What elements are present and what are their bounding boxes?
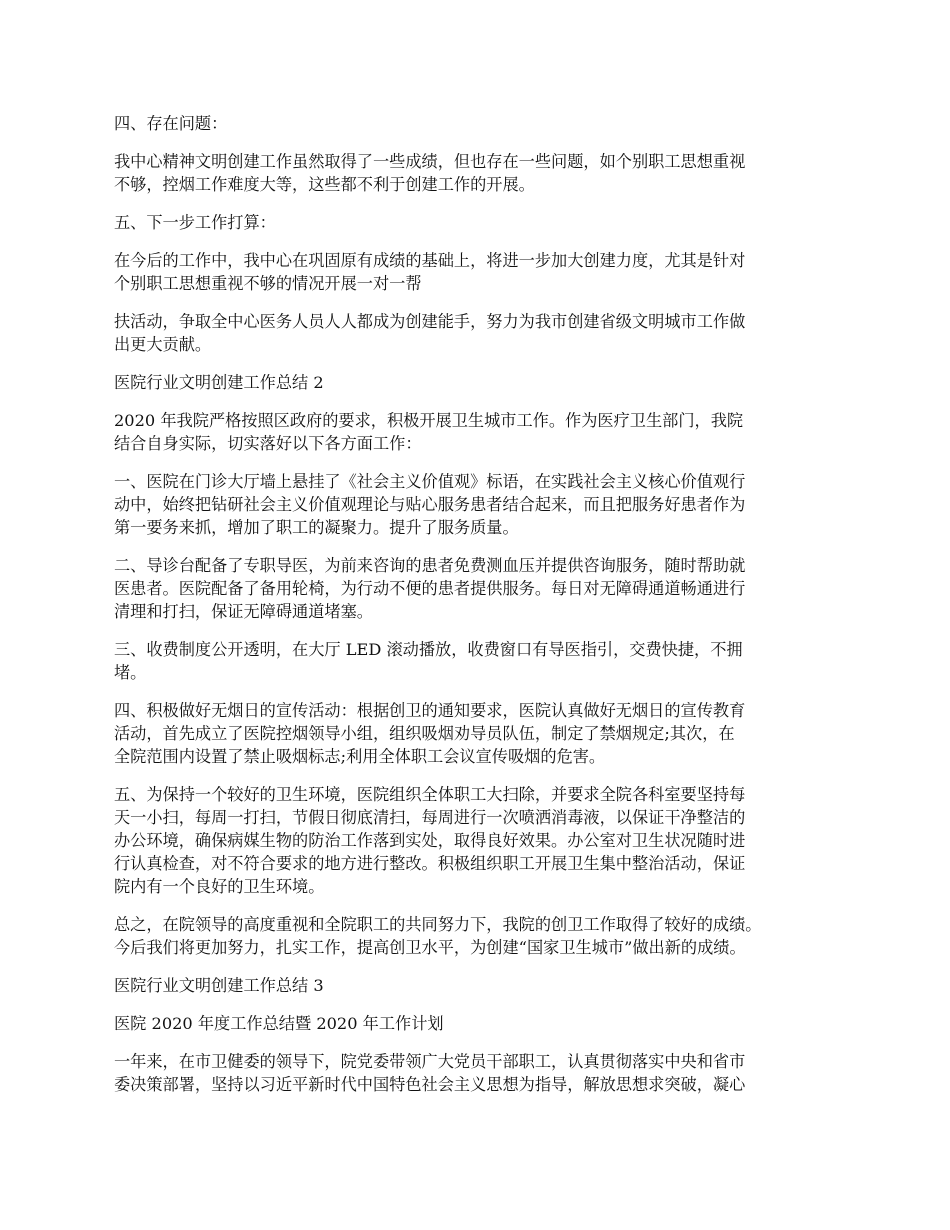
- paragraph-problems: [114, 150, 844, 196]
- paragraph-item-5: [114, 783, 844, 898]
- section-subtitle-annual-report: [114, 1012, 844, 1035]
- text-line: 二、导诊台配备了专职导医，为前来咨询的患者免费测血压并提供咨询服务，随时帮助就: [114, 556, 746, 575]
- text-line: 医院 2020 年度工作总结暨 2020 年工作计划: [114, 1014, 444, 1033]
- text-line: 三、收费制度公开透明，在大厅 LED 滚动播放，收费窗口有导医指引，交费快捷，不拥: [114, 640, 743, 659]
- text-line: 结合自身实际，切实落好以下各方面工作：: [114, 434, 422, 453]
- section-title-summary-3: [114, 974, 844, 997]
- text-line: 全院范围内设置了禁止吸烟标志;利用全体职工会议宣传吸烟的危害。: [114, 747, 606, 766]
- paragraph-conclusion: [114, 913, 844, 959]
- text-line: 行认真检查，对不符合要求的地方进行整改。积极组织职工开展卫生集中整治活动，保证: [114, 854, 746, 873]
- text-line: 第一要务来抓，增加了职工的凝聚力。提升了服务质量。: [114, 518, 519, 537]
- text-line: 活动，首先成立了医院控烟领导小组，组织吸烟劝导员队伍，制定了禁烟规定;其次，在: [114, 724, 735, 743]
- text-line: 办公环境，确保病媒生物的防治工作落到实处，取得良好效果。办公室对卫生状况随时进: [114, 831, 746, 850]
- text-line: 四、积极做好无烟日的宣传活动：根据创卫的通知要求，医院认真做好无烟日的宣传教育: [114, 701, 746, 720]
- text-line: 委决策部署，坚持以习近平新时代中国特色社会主义思想为指导，解放思想求突破，凝心: [114, 1075, 746, 1094]
- text-line: 五、为保持一个较好的卫生环境，医院组织全体职工大扫除，并要求全院各科室要坚持每: [114, 785, 746, 804]
- document-body: [114, 112, 844, 1111]
- paragraph-annual-intro: [114, 1050, 844, 1096]
- text-line: 五、下一步工作打算：: [114, 213, 276, 232]
- text-line: 2020 年我院严格按照区政府的要求，积极开展卫生城市工作。作为医疗卫生部门，我院: [114, 411, 744, 430]
- text-line: 扶活动，争取全中心医务人员人人都成为创建能手，努力为我市创建省级文明城市工作做: [114, 312, 746, 331]
- paragraph-item-2: [114, 554, 844, 623]
- section-heading-next-steps: [114, 211, 844, 234]
- text-line: 堵。: [114, 663, 147, 682]
- text-line: 总之，在院领导的高度重视和全院职工的共同努力下，我院的创卫工作取得了较好的成绩。: [114, 915, 762, 934]
- paragraph-item-3: [114, 638, 844, 684]
- text-line: 个别职工思想重视不够的情况开展一对一帮: [114, 274, 422, 293]
- text-line: 一年来，在市卫健委的领导下，院党委带领广大党员干部职工，认真贯彻落实中央和省市: [114, 1052, 746, 1071]
- paragraph-next-steps: [114, 249, 844, 295]
- paragraph-next-steps-continued: [114, 310, 844, 356]
- section-title-summary-2: [114, 371, 844, 394]
- text-line: 在今后的工作中，我中心在巩固原有成绩的基础上，将进一步加大创建力度，尤其是针对: [114, 251, 746, 270]
- text-line: 院内有一个良好的卫生环境。: [114, 877, 325, 896]
- text-line: 不够，控烟工作难度大等，这些都不利于创建工作的开展。: [114, 175, 535, 194]
- text-line: 四、存在问题：: [114, 114, 228, 133]
- text-line: 医患者。医院配备了备用轮椅，为行动不便的患者提供服务。每日对无障碍通道畅通进行: [114, 579, 746, 598]
- section-heading-problems: [114, 112, 844, 135]
- text-line: 天一小扫，每周一打扫，节假日彻底清扫，每周进行一次喷洒消毒液，以保证干净整洁的: [114, 808, 746, 827]
- text-line: 今后我们将更加努力，扎实工作，提高创卫水平，为创建“国家卫生城市”做出新的成绩。: [114, 938, 746, 957]
- text-line: 我中心精神文明创建工作虽然取得了一些成绩，但也存在一些问题，如个别职工思想重视: [114, 152, 746, 171]
- paragraph-item-1: [114, 470, 844, 539]
- text-line: 动中，始终把钻研社会主义价值观理论与贴心服务患者结合起来，而且把服务好患者作为: [114, 495, 746, 514]
- paragraph-intro-2020: [114, 409, 844, 455]
- text-line: 医院行业文明创建工作总结 2: [114, 373, 324, 392]
- text-line: 出更大贡献。: [114, 335, 212, 354]
- text-line: 清理和打扫，保证无障碍通道堵塞。: [114, 602, 373, 621]
- text-line: 一、医院在门诊大厅墙上悬挂了《社会主义价值观》标语，在实践社会主义核心价值观行: [114, 472, 746, 491]
- paragraph-item-4: [114, 699, 844, 768]
- text-line: 医院行业文明创建工作总结 3: [114, 976, 324, 995]
